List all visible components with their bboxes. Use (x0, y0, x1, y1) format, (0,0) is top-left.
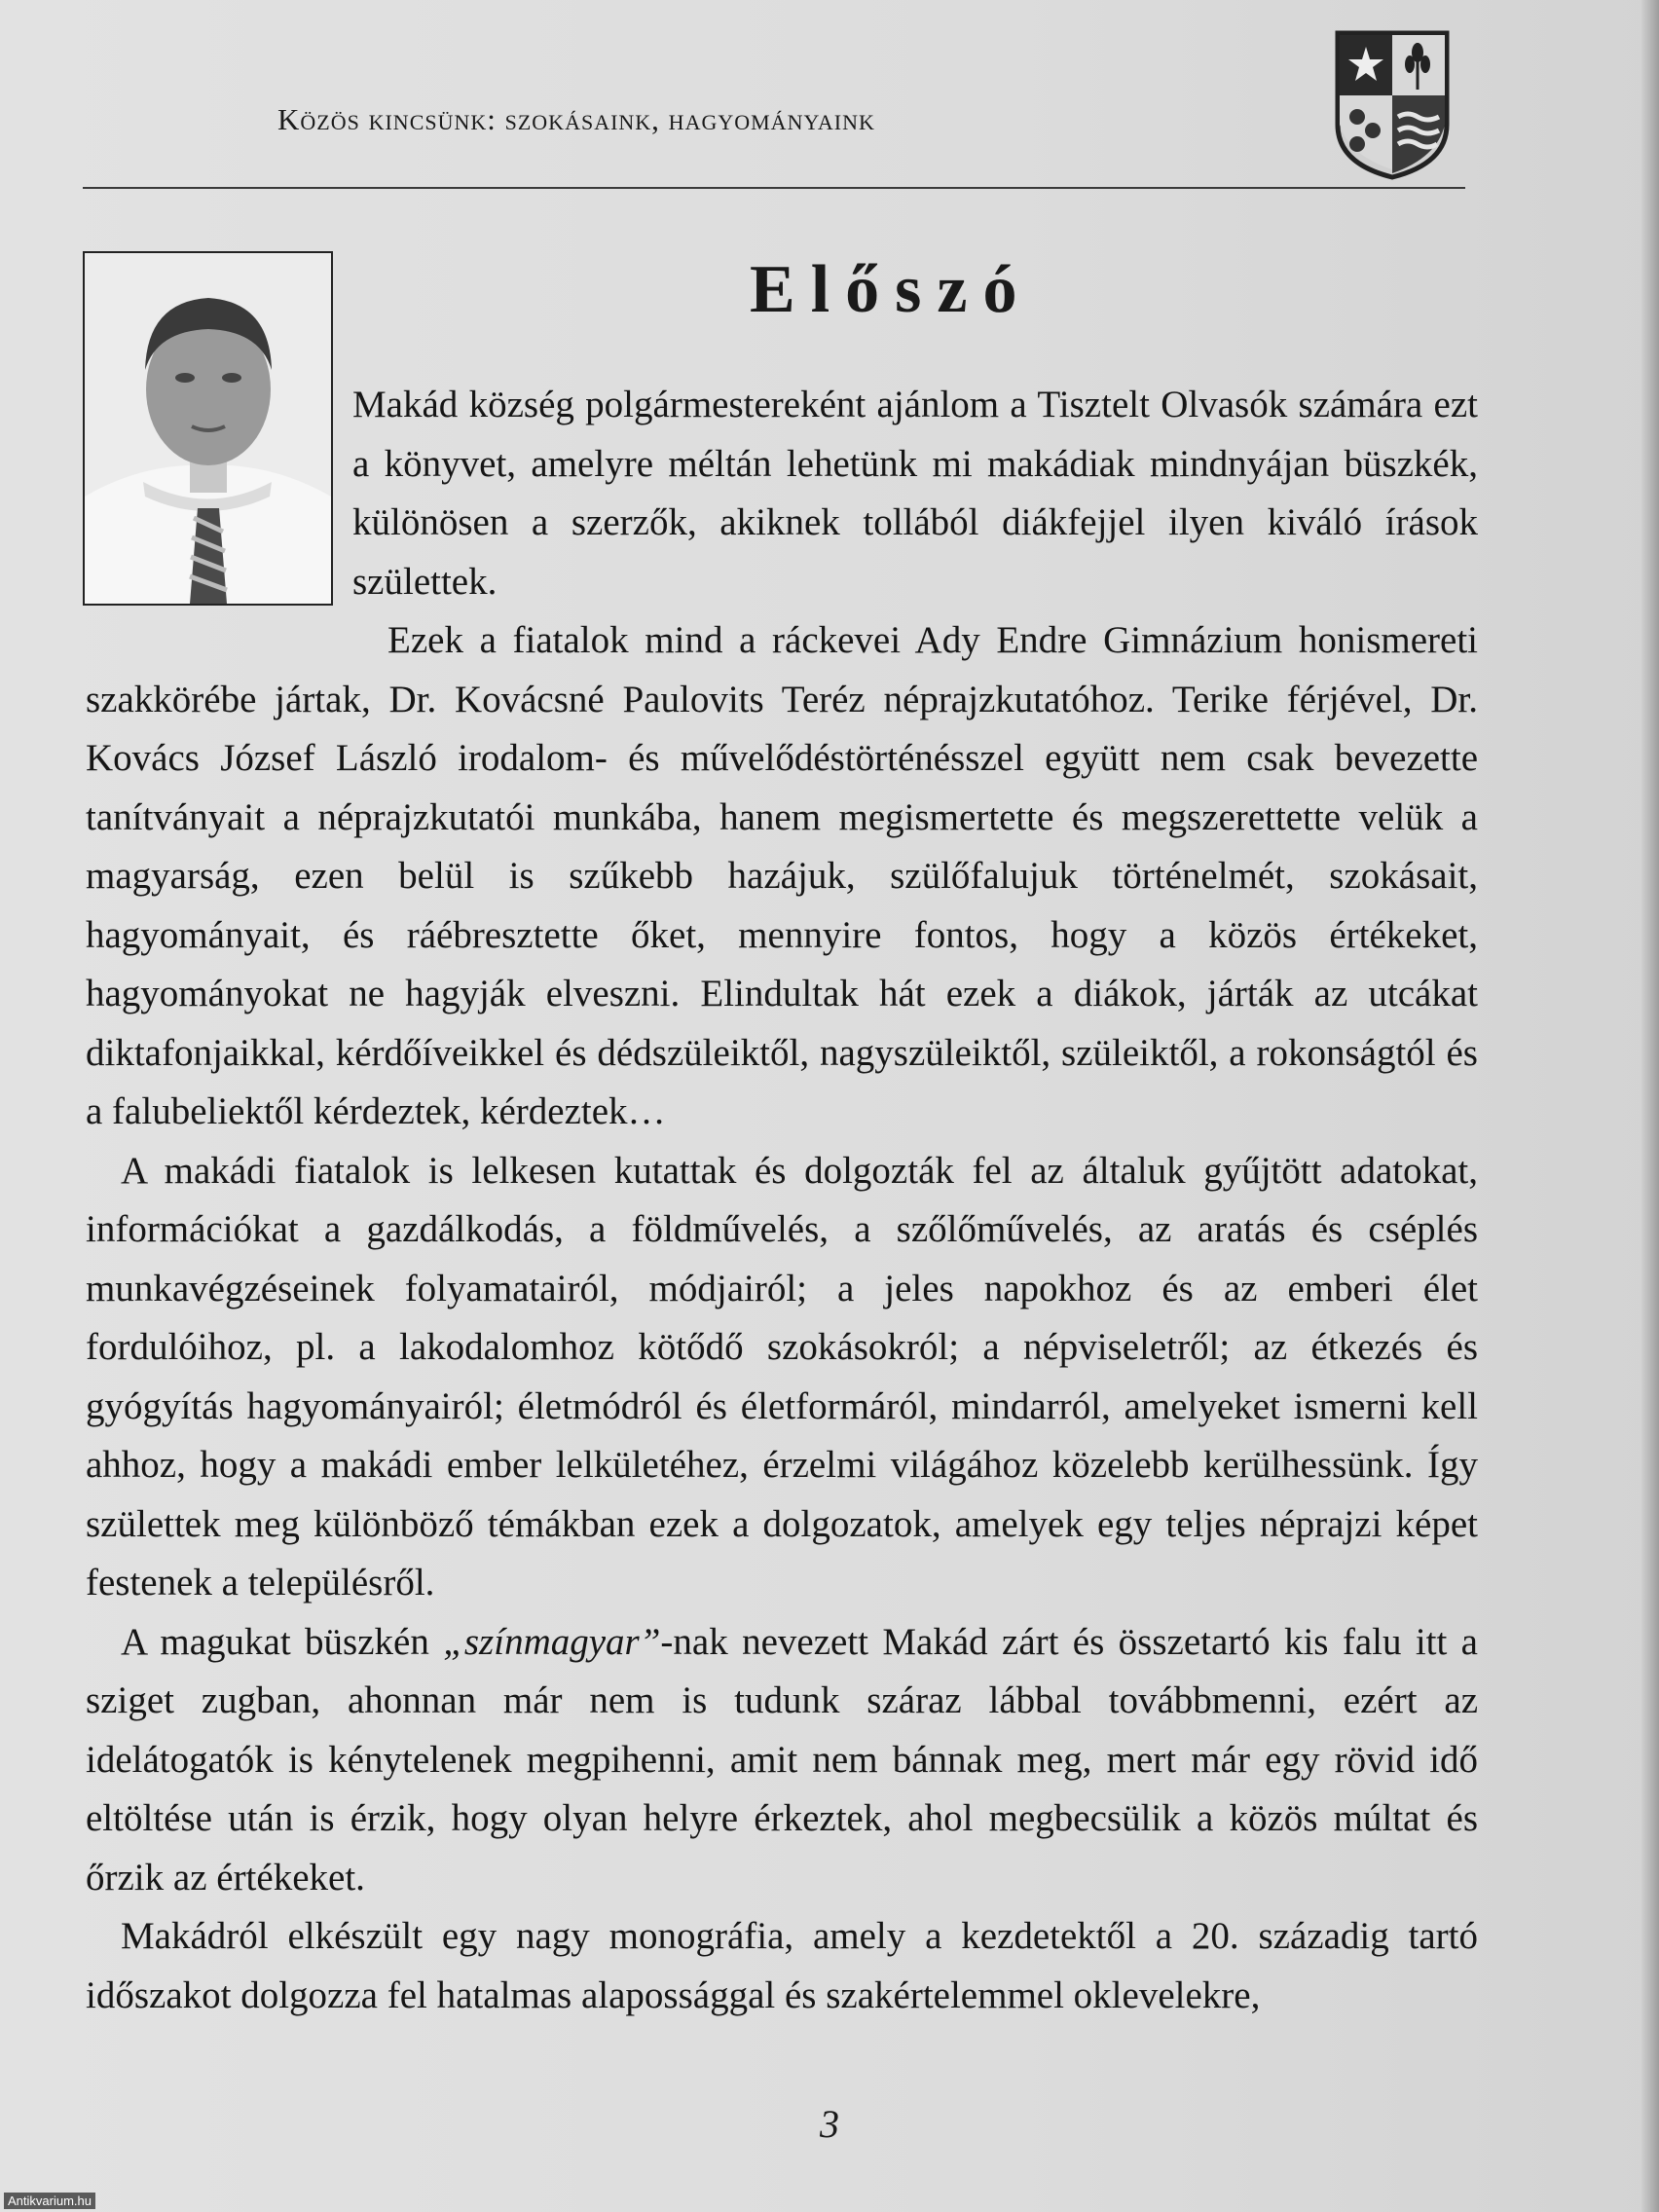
paragraph-5: Makádról elkészült egy nagy monográfia, amely a kezdetektől a 20. századig tartó időszakot dolgozza fel hatalmas alapossággal és szakértelemmel oklevelekre, (86, 1915, 1478, 2016)
paragraph-4-quote: „színmagyar” (443, 1620, 661, 1663)
paragraph-2: Ezek a fiatalok mind a ráckevei Ady Endre Gimnázium honismereti szakkörébe jártak, Dr. Kovácsné Paulovits Teréz néprajzkutatóhoz. Terike férjével, Dr. Kovács József László irodalom- és művelődéstörténésszel együtt nem csak bevezette tanítványait a néprajzkutatói munkába, hanem megismertette és megszerettette velük a magyarság, ezen belül is szűkebb hazájuk, szülőfalujuk történelmét, szokásait, hagyományait, és ráébresztette őket, mennyire fontos, hogy a közös értékeket, hagyományokat ne hagyják elveszni. Elindultak hát ezek a diákok, járták az utcákat diktafonjaikkal, kérdőíveikkel és dédszüleiktől, nagyszüleiktől, szüleiktől, a rokonságtól és a falubeliektől kérdeztek, kérdeztek… (86, 619, 1478, 1132)
paragraph-1: Makád község polgármestereként ajánlom a Tisztelt Olvasók számára ezt a könyvet, amelyre méltán lehetünk mi makádiak mindnyájan büszkék, különösen a szerzők, akiknek tollából diákfejjel ilyen kiváló írások születtek. (352, 384, 1478, 603)
paragraph-4 (86, 1613, 1478, 1908)
paragraph-3: A makádi fiatalok is lelkesen kutattak és dolgozták fel az általuk gyűjtött adatokat, információkat a gazdálkodás, a földművelés, a szőlőművelés, az aratás és cséplés munkavégzéseinek folyamatairól, módjairól; a jeles napokhoz és az emberi élet fordulóihoz, pl. a lakodalomhoz kötődő szokásokról; a népviseletről; az étkezés és gyógyítás hagyományairól; életmódról és életformáról, mindarról, amelyeket ismerni kell ahhoz, hogy a makádi ember lelkületéhez, érzelmi világához közelebb kerülhessünk. Így születtek meg különböző témákban ezek a dolgozatok, amelyek egy teljes néprajzi képet festenek a településről. (86, 1149, 1478, 1604)
portrait-wrap-space (86, 376, 352, 621)
article-body (86, 376, 1478, 2025)
article-title (750, 251, 1032, 329)
paragraph-4-start: A magukat büszkén (121, 1620, 444, 1663)
page-number: 3 (820, 2102, 839, 2146)
article-title-text: Előszó (750, 252, 1033, 327)
paragraph-4-rest: -nak nevezett Makád zárt és összetartó kis falu itt a sziget zugban, ahonnan már nem is tudunk száraz lábbal továbbmenni, ezért az idelátogatók is kénytelenek megpihenni, amit nem bánnak meg, mert már egy rövid idő eltöltése után is érzik, hogy olyan helyre érkeztek, ahol megbecsülik a közös múltat és őrzik az értékeket. (86, 1620, 1478, 1899)
coat-of-arms-icon (1330, 27, 1455, 181)
watermark: Antikvarium.hu (4, 2193, 95, 2209)
header-rule (83, 187, 1465, 189)
page-edge (1641, 0, 1659, 2212)
running-header: Közös kincsünk: szokásaink, hagyományaink (277, 102, 875, 136)
